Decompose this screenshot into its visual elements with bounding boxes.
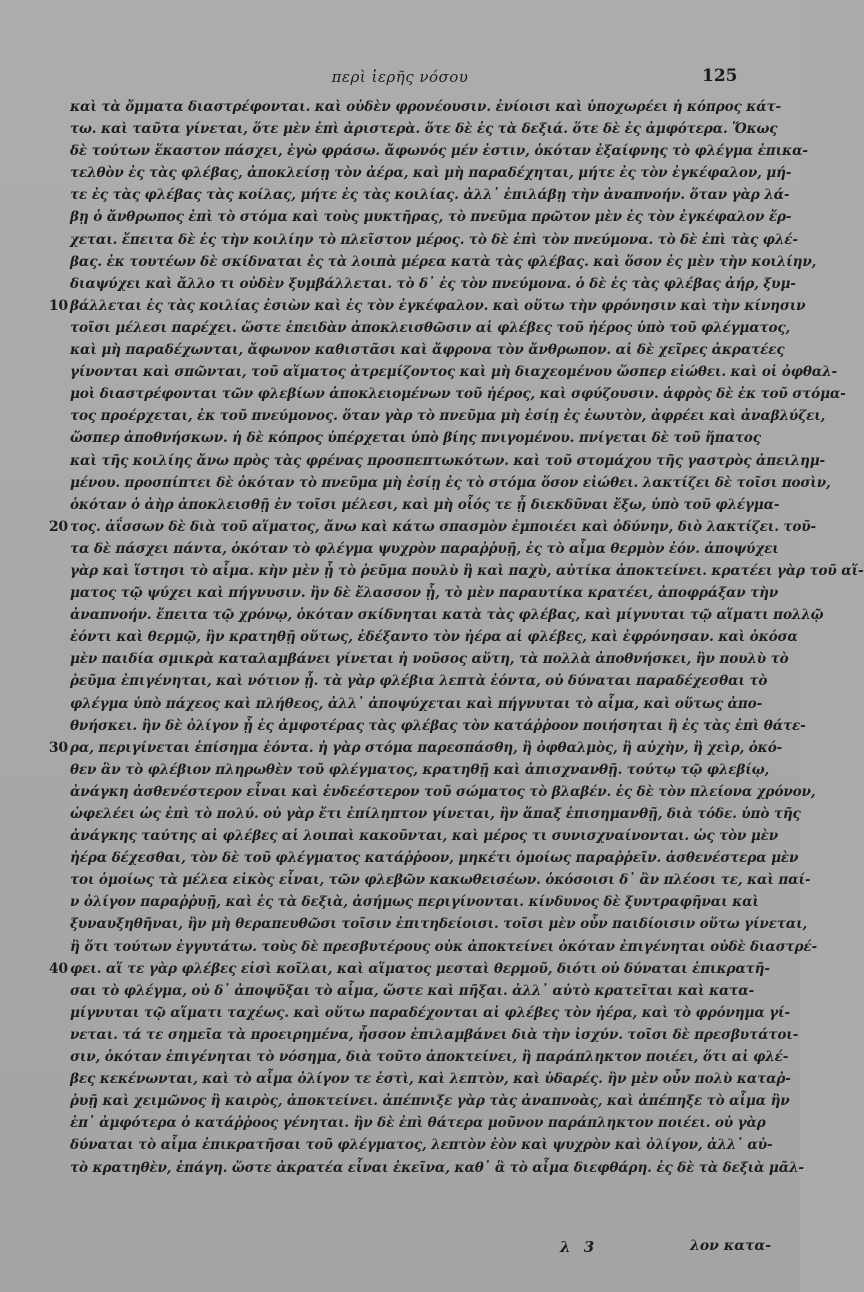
- running-head: περὶ ἱερῆς νόσου: [331, 68, 469, 86]
- margin-line-number: 30: [48, 739, 68, 756]
- text-line: [70, 715, 806, 737]
- text-line: [48, 516, 817, 538]
- text-line-content: τος. ἀΐσσων δὲ διὰ τοῦ αἵματος, ἄνω καὶ κάτω σπασμὸν ἐμποιέει καὶ ὀδύνην, διὸ λακτίζει. τοῦ-: [70, 518, 817, 535]
- text-line: [70, 670, 767, 692]
- text-line: [70, 869, 811, 891]
- text-line: [48, 958, 770, 980]
- text-line: [70, 206, 792, 228]
- text-line-content: τελθὸν ἐς τὰς φλέβας, ἀποκλείσῃ τὸν ἀέρα, καὶ μὴ παραδέχηται, μήτε ἐς τὸν ἐγκέφαλον, μή-: [70, 165, 792, 182]
- text-line-content: θεν ἂν τὸ φλέβιον πληρωθὲν τοῦ φλέγματος, κρατηθῇ καὶ ἀπισχνανθῇ. τούτῳ τῷ φλεβίῳ,: [70, 761, 770, 778]
- text-line-content: μίγνυται τῷ αἵματι ταχέως. καὶ οὕτω παραδέχονται αἱ φλέβες τὸν ἠέρα, καὶ τὸ φρόνημα γί-: [70, 1004, 790, 1021]
- text-line-content: μὲν παιδία σμικρὰ καταλαμβάνει γίνεται ἡ νοῦσος αὕτη, τὰ πολλὰ ἀποθνήσκει, ἢν πουλὺ τὸ: [70, 651, 789, 668]
- text-line-content: δὲ τούτων ἕκαστον πάσχει, ἐγὼ φράσω. ἄφωνός μέν ἐστιν, ὁκόταν ἐξαίφνης τὸ φλέγμα ἐπικα-: [70, 143, 808, 160]
- text-line: [70, 1002, 790, 1024]
- text-line: [70, 1112, 767, 1134]
- text-line-content: ἀνάγκης ταύτης αἱ φλέβες αἱ λοιπαὶ κακοῦνται, καὶ μέρος τι συνισχναίνονται. ὡς τὸν μὲν: [70, 828, 779, 845]
- text-line: [70, 1024, 799, 1046]
- text-line: [70, 229, 798, 251]
- text-line-content: ῥυῇ καὶ χειμῶνος ἢ καιρὸς, ἀποκτείνει. ἀπέπνιξε γὰρ τὰς ἀναπνοὰς, καὶ ἀπέπηξε τὸ αἷμα ἢν: [70, 1093, 790, 1110]
- text-line: [70, 450, 825, 472]
- text-line-content: τοῖσι μέλεσι παρέχει. ὥστε ἐπειδὰν ἀποκλεισθῶσιν αἱ φλέβες τοῦ ἠέρος ὑπὸ τοῦ φλέγματος,: [70, 319, 791, 336]
- text-line: [70, 1134, 773, 1156]
- text-line: [70, 825, 779, 847]
- text-line: [70, 648, 789, 670]
- text-line-content: τὸ κρατηθὲν, ἐπάγη. ὥστε ἀκρατέα εἶναι ἐκεῖνα, καθ᾽ ἃ τὸ αἷμα διεφθάρη. ἐς δὲ τὰ δεξιὰ μᾶλ-: [70, 1159, 804, 1176]
- text-line-content: ν ὀλίγον παραῤῥυῇ, καὶ ἐς τὰ δεξιὰ, ἀσήμως περιγίνονται. κίνδυνος δὲ ξυντραφῆναι καὶ: [70, 894, 759, 911]
- text-line-content: καὶ μὴ παραδέχωνται, ἄφωνον καθιστᾶσι καὶ ἄφρονα τὸν ἄνθρωπον. αἱ δὲ χεῖρες ἀκρατέες: [70, 342, 785, 359]
- text-line-content: τοι ὁμοίως τὰ μέλεα εἰκὸς εἶναι, τῶν φλεβῶν κακωθεισέων. ὁκόσοισι δ᾽ ἂν πλέοσι τε, καὶ παί-: [70, 872, 811, 889]
- text-line: [70, 847, 799, 869]
- text-line: [70, 405, 826, 427]
- text-line: [70, 273, 796, 295]
- text-line-content: ἀνάγκη ἀσθενέστερον εἶναι καὶ ἐνδεέστερον τοῦ σώματος τὸ βλαβέν. ἐς δὲ τὸν πλείονα χρόνον,: [70, 783, 816, 800]
- catchword: λον κατα-: [690, 1238, 772, 1254]
- text-line-content: θνήσκει. ἢν δὲ ὀλίγον ᾖ ἐς ἀμφοτέρας τὰς φλέβας τὸν κατάῤῥοον ποιήσηται ἢ ἐς τὰς ἐπὶ θάτε-: [70, 717, 806, 734]
- text-line: [70, 1068, 791, 1090]
- text-line: [70, 980, 767, 1002]
- text-line: [70, 184, 790, 206]
- text-line: [70, 560, 864, 582]
- text-line: [70, 118, 778, 140]
- text-line-content: ξυναυξηθῆναι, ἢν μὴ θεραπευθῶσι τοῖσιν ἐπιτηδείοισι. τοῖσι μὲν οὖν παιδίοισιν οὕτω γίνεται,: [70, 916, 808, 933]
- text-line-content: ῥεῦμα ἐπιγένηται, καὶ νότιον ᾖ. τὰ γὰρ φλέβια λεπτὰ ἐόντα, οὐ δύναται παραδέχεσθαι τὸ: [70, 673, 768, 690]
- text-line: [70, 626, 798, 648]
- text-line: [70, 472, 831, 494]
- text-line: [70, 339, 785, 361]
- text-line-content: καὶ τὰ ὄμματα διαστρέφονται. καὶ οὐδὲν φρονέουσιν. ἐνίοισι καὶ ὑποχωρέει ἡ κόπρος κάτ-: [70, 99, 782, 115]
- text-line: [70, 604, 824, 626]
- margin-line-number: 10: [48, 297, 68, 314]
- text-line-content: τα δὲ πάσχει πάντα, ὁκόταν τὸ φλέγμα ψυχρὸν παραῤῥυῇ, ἐς τὸ αἷμα θερμὸν ἐόν. ἀποψύχει: [70, 540, 779, 557]
- text-line-content: ρα, περιγίνεται ἐπίσημα ἐόντα. ἡ γὰρ στόμα παρεσπάσθη, ἢ ὀφθαλμὸς, ἢ αὐχὴν, ἢ χεὶρ, ὁκό-: [70, 739, 783, 756]
- text-line: [48, 737, 783, 759]
- text-line-content: βάλλεται ἐς τὰς κοιλίας ἐσιὼν καὶ ἐς τὸν ἐγκέφαλον. καὶ οὕτω τὴν φρόνησιν καὶ τὴν κίνησιν: [70, 297, 806, 314]
- text-line: [70, 913, 808, 935]
- text-line-content: καὶ τῆς κοιλίης ἄνω πρὸς τὰς φρένας προσπεπτωκότων. καὶ τοῦ στομάχου τῆς γαστρὸς ἀπειλημ-: [70, 452, 825, 469]
- text-line-content: γὰρ καὶ ἵστησι τὸ αἷμα. κὴν μὲν ᾖ τὸ ῥεῦμα πουλὺ ἢ καὶ παχὺ, αὐτίκα ἀποκτείνει. κρατέει γὰρ τοῦ αἵ-: [70, 562, 864, 579]
- text-line: [70, 427, 767, 449]
- text-line: [70, 1046, 789, 1068]
- text-line-content: βῃ ὁ ἄνθρωπος ἐπὶ τὸ στόμα καὶ τοὺς μυκτῆρας, τὸ πνεῦμα πρῶτον μὲν ἐς τὸν ἐγκέφαλον ἔρ-: [70, 209, 792, 226]
- text-line-content: ἠέρα δέχεσθαι, τὸν δὲ τοῦ φλέγματος κατάῤῥοον, μηκέτι ὁμοίως παραῤῥεῖν. ἀσθενέστερα μὲν: [70, 850, 799, 867]
- text-line-content: σιν, ὁκόταν ἐπιγένηται τὸ νόσημα, διὰ τοῦτο ἀποκτείνει, ἢ παράπληκτον ποιέει, ὅτι αἱ φλέ-: [70, 1049, 789, 1066]
- text-line-content: ὁκόταν ὁ ἀὴρ ἀποκλεισθῇ ἐν τοῖσι μέλεσι, καὶ μὴ οἷός τε ᾖ διεκδῦναι ἔξω, ὑπὸ τοῦ φλέγμα-: [70, 496, 780, 513]
- text-line: [70, 140, 808, 162]
- text-line-content: χεται. ἔπειτα δὲ ἐς τὴν κοιλίην τὸ πλεῖστον μέρος. τὸ δὲ ἐπὶ τὸν πνεύμονα. τὸ δὲ ἐπὶ τὰς φλέ-: [70, 231, 798, 248]
- text-line-content: τε ἐς τὰς φλέβας τὰς κοίλας, μήτε ἐς τὰς κοιλίας. ἀλλ᾽ ἐπιλάβῃ τὴν ἀναπνοήν. ὅταν γὰρ λά-: [70, 187, 790, 204]
- text-line-content: ματος τῷ ψύχει καὶ πήγνυσιν. ἢν δὲ ἔλασσον ᾖ, τὸ μὲν παραυτίκα κρατέει, ἀποφράξαν τὴν: [70, 585, 779, 602]
- text-line: [70, 936, 817, 958]
- text-line-content: ἐπ᾽ ἀμφότερα ὁ κατάῤῥοος γένηται. ἢν δὲ ἐπὶ θάτερα μοῦνον παράπληκτον ποιέει. οὐ γὰρ: [70, 1115, 766, 1132]
- text-line-content: νεται. τά τε σημεῖα τὰ προειρημένα, ἧσσον ἐπιλαμβάνει διὰ τὴν ἰσχύν. τοῖσι δὲ πρεσβυτάτοι-: [70, 1026, 799, 1043]
- text-line: [70, 251, 817, 273]
- text-line: [70, 693, 767, 715]
- text-line: [70, 383, 846, 405]
- signature-mark: λ 3: [560, 1238, 595, 1256]
- text-line: [70, 1157, 804, 1179]
- text-line-content: ἢ ὅτι τούτων ἐγγυτάτω. τοὺς δὲ πρεσβυτέρους οὐκ ἀποκτείνει ὁκόταν ἐπιγένηται οὐδὲ διαστρέ-: [70, 938, 817, 955]
- text-line: [70, 891, 767, 913]
- text-line-content: φλέγμα ὑπὸ πάχεος καὶ πλήθεος, ἀλλ᾽ ἀποψύχεται καὶ πήγνυται τὸ αἷμα, καὶ οὕτως ἀπο-: [70, 695, 763, 712]
- text-line: [48, 295, 806, 317]
- text-line-content: γίνονται καὶ σπῶνται, τοῦ αἵματος ἀτρεμίζοντος καὶ μὴ διαχεομένου ὥσπερ εἰώθει. καὶ οἱ ὀφθαλ-: [70, 364, 837, 381]
- text-line-content: τος προέρχεται, ἐκ τοῦ πνεύμονος. ὅταν γὰρ τὸ πνεῦμα μὴ ἐσίῃ ἐς ἑωυτὸν, ἀφρέει καὶ ἀναβλύζει,: [70, 408, 826, 425]
- page-number: 125: [702, 66, 738, 86]
- main-text-block: [48, 96, 864, 1179]
- text-line: [70, 494, 780, 516]
- text-line-content: ὥσπερ ἀποθνήσκων. ἡ δὲ κόπρος ὑπέρχεται ὑπὸ βίης πνιγομένου. πνίγεται δὲ τοῦ ἥπατος: [70, 430, 761, 447]
- text-line-content: τω. καὶ ταῦτα γίνεται, ὅτε μὲν ἐπὶ ἀριστερὰ. ὅτε δὲ ἐς τὰ δεξιά. ὅτε δὲ ἐς ἀμφότερα. Ὅκως: [70, 121, 778, 138]
- text-line: [70, 781, 816, 803]
- text-line-content: μοὶ διαστρέφονται τῶν φλεβίων ἀποκλειομένων τοῦ ἠέρος, καὶ σφύζουσιν. ἀφρὸς δὲ ἐκ τοῦ στόμα-: [70, 386, 846, 403]
- text-line-content: μένου. προσπίπτει δὲ ὁκόταν τὸ πνεῦμα μὴ ἐσίῃ ἐς τὸ στόμα ὅσον εἰώθει. λακτίζει δὲ τοῖσι ποσὶν,: [70, 474, 831, 491]
- text-line-content: φει. αἵ τε γὰρ φλέβες εἰσὶ κοῖλαι, καὶ αἵματος μεσταὶ θερμοῦ, διότι οὐ δύναται ἐπικρατῆ-: [70, 960, 770, 977]
- text-line-content: ὠφελέει ὡς ἐπὶ τὸ πολύ. οὐ γὰρ ἔτι ἐπίληπτον γίνεται, ἢν ἅπαξ ἐπισημανθῇ, διὰ τόδε. ὑπὸ τῆς: [70, 806, 801, 822]
- text-line: [70, 1090, 790, 1112]
- text-line-content: διαψύχει καὶ ἄλλο τι οὐδὲν ξυμβάλλεται. τὸ δ᾽ ἐς τὸν πνεύμονα. ὁ δὲ ἐς τὰς φλέβας ἀήρ, ξυμ-: [70, 275, 796, 292]
- text-line-content: σαι τὸ φλέγμα, οὐ δ᾽ ἀποψῦξαι τὸ αἷμα, ὥστε καὶ πῆξαι. ἀλλ᾽ αὐτὸ κρατεῖται καὶ κατα-: [70, 982, 755, 999]
- text-line: [70, 162, 792, 184]
- text-line-content: βες κεκένωνται, καὶ τὸ αἷμα ὀλίγον τε ἐστὶ, καὶ λεπτὸν, καὶ ὑδαρές. ἢν μὲν οὖν πολὺ καταῤ-: [70, 1071, 791, 1088]
- text-line-content: βας. ἐκ τουτέων δὲ σκίδναται ἐς τὰ λοιπὰ μέρεα κατὰ τὰς φλέβας. καὶ ὅσον ἐς μὲν τὴν κοιλίην,: [70, 253, 817, 270]
- text-line-content: δύναται τὸ αἷμα ἐπικρατῆσαι τοῦ φλέγματος, λεπτὸν ἐὸν καὶ ψυχρὸν καὶ ὀλίγον, ἀλλ᾽ αὐ-: [70, 1137, 773, 1154]
- text-line-content: ἐόντι καὶ θερμῷ, ἢν κρατηθῇ οὕτως, ἐδέξαντο τὸν ἠέρα αἱ φλέβες, καὶ ἐφρόνησαν. καὶ ὁκόσα: [70, 629, 798, 646]
- text-line: [70, 582, 779, 604]
- text-line: [70, 96, 782, 118]
- text-line: [70, 361, 837, 383]
- text-line: [70, 803, 801, 825]
- text-line: [70, 538, 779, 560]
- text-line: [70, 759, 770, 781]
- text-line: [70, 317, 791, 339]
- text-line-content: ἀναπνοήν. ἔπειτα τῷ χρόνῳ, ὁκόταν σκίδνηται κατὰ τὰς φλέβας, καὶ μίγνυται τῷ αἵματι πολλῷ: [70, 607, 824, 624]
- margin-line-number: 40: [48, 960, 68, 977]
- margin-line-number: 20: [48, 518, 68, 535]
